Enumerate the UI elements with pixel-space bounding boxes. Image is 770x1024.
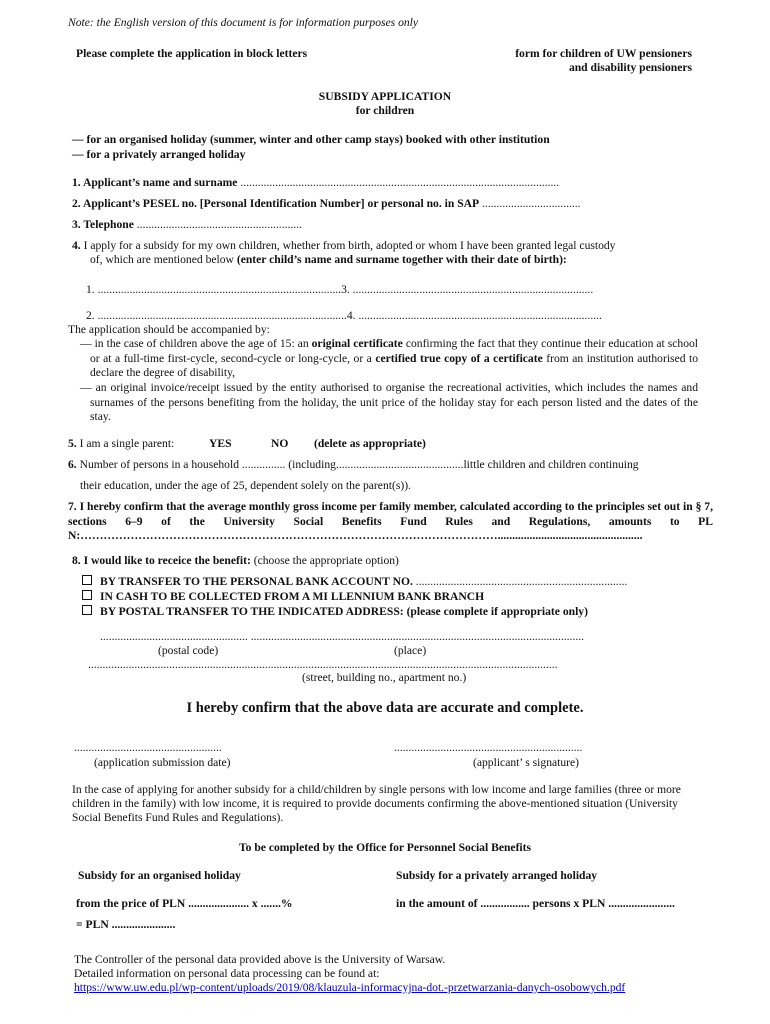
data-processing-info: Detailed information on personal data processing can be found at:	[74, 967, 380, 980]
single-parent-documents-note: In the case of applying for another subsidy for a child/children by single persons with low income and large families (three or more children in the family) with low income, it is required to provide documents confirming the above-mentioned situation (University Social Benefits Fund Rules and Regulations).	[72, 783, 681, 824]
telephone-dots: .........................................................	[136, 218, 302, 231]
income-declaration[interactable]: 7. I hereby confirm that the average monthly gross income per family member, calculated according to the principles set out in § 7, sections 6–9 of the University Social Benefits Fund Rules and Regulations, amounts to PLN:………………………………………………………………………………………………..................................................	[68, 500, 713, 542]
privacy-policy-link[interactable]: https://www.uw.edu.pl/wp-content/uploads/2019/08/klauzula-informacyjna-dot.-przetwarzania-danych-osobowych.pdf	[74, 981, 626, 994]
item-6-number: 6.	[68, 458, 77, 471]
item-5-number: 5.	[68, 437, 77, 450]
data-controller-note: The Controller of the personal data provided above is the University of Warsaw.	[74, 953, 446, 966]
applicant-name-dots: ..............................................................................................................	[240, 176, 560, 189]
telephone-field[interactable]	[72, 218, 302, 231]
children-request	[72, 239, 615, 252]
checkbox-postal[interactable]	[82, 605, 92, 615]
office-private-heading: Subsidy for a privately arranged holiday	[396, 869, 598, 882]
applicant-signature-label: (applicant’ s signature)	[473, 756, 580, 769]
purpose-option-organised: — for an organised holiday (summer, winter and other camp stays) booked with other institution	[72, 133, 550, 146]
applicant-name-field[interactable]	[72, 176, 559, 189]
block-letters-instruction: Please complete the application in block letters	[76, 47, 308, 60]
confirmation-statement: I hereby confirm that the above data are accurate and complete.	[186, 700, 584, 716]
document-subtitle: for children	[355, 104, 415, 117]
item-4-text: I apply for a subsidy for my own children, whether from birth, adopted or whom I have been granted legal custody	[83, 239, 616, 252]
item-4-text-cont: of, which are mentioned below	[90, 253, 234, 266]
item-4-bold: (enter child’s name and surname together with their date of birth):	[236, 253, 567, 266]
children-line-2-4[interactable]: 2. ......................................................................................4. ....................................................................................	[86, 309, 602, 322]
attachment-certificate: — in the case of children above the age of 15: an original certificate confirming the fact that they continue their education at school or at a full-time first-cycle, second-cycle or long-cycle, or a certified true copy of a certificate from an institution authorised to declare the degree of disability,	[80, 337, 699, 379]
attachment-invoice: — an original invoice/receipt issued by the entity authorised to organise the recreational activities, which includes the names and surnames of the persons benefiting from the holiday, the unit price of the holiday stay for each person listed and the dates of the stay.	[80, 381, 698, 423]
household-persons-cont: their education, under the age of 25, dependent solely on the parent(s)).	[80, 479, 411, 492]
address-street-dots[interactable]: ..................................................................................................................................................................	[88, 658, 558, 671]
benefit-method-note: (choose the appropriate option)	[253, 554, 399, 567]
option-cash[interactable]: IN CASH TO BE COLLECTED FROM A MI LLENNIUM BANK BRANCH	[82, 590, 484, 603]
english-note: Note: the English version of this document is for information purposes only	[68, 16, 419, 29]
checkbox-bank-transfer[interactable]	[82, 575, 92, 585]
form-type-line1: form for children of UW pensioners	[515, 47, 692, 60]
office-organised-heading: Subsidy for an organised holiday	[78, 869, 241, 882]
street-label: (street, building no., apartment no.)	[302, 671, 467, 684]
attachments-intro: The application should be accompanied by:	[68, 323, 270, 336]
postal-code-label: (postal code)	[158, 644, 219, 657]
item-4-number: 4.	[72, 239, 81, 252]
benefit-method-heading	[72, 554, 399, 567]
children-request-cont	[90, 253, 567, 266]
single-parent-no[interactable]: NO	[271, 437, 289, 450]
benefit-method-label: 8. I would like to receice the benefit:	[72, 554, 251, 567]
single-parent-question	[68, 437, 174, 450]
office-private-amount[interactable]: in the amount of ................. persons x PLN .......................	[396, 897, 675, 910]
telephone-label: 3. Telephone	[72, 218, 134, 231]
pesel-label: 2. Applicant’s PESEL no. [Personal Identification Number] or personal no. in SAP	[72, 197, 480, 210]
office-organised-total[interactable]: = PLN ......................	[76, 918, 176, 931]
single-parent-yes[interactable]: YES	[209, 437, 232, 450]
single-parent-label: I am a single parent:	[79, 437, 175, 450]
purpose-option-private: — for a privately arranged holiday	[72, 148, 246, 161]
pesel-field[interactable]	[72, 197, 581, 210]
applicant-signature-dots[interactable]: .................................................................	[394, 741, 583, 754]
household-persons-field[interactable]	[68, 458, 639, 471]
place-label: (place)	[394, 644, 427, 657]
submission-date-label: (application submission date)	[94, 756, 231, 769]
office-organised-price[interactable]: from the price of PLN ..................... x .......%	[76, 897, 293, 910]
option-postal[interactable]: BY POSTAL TRANSFER TO THE INDICATED ADDRESS: (please complete if appropriate only)	[82, 605, 588, 618]
submission-date-dots[interactable]: ...................................................	[74, 741, 222, 754]
office-section-title: To be completed by the Office for Personnel Social Benefits	[238, 841, 532, 854]
household-persons-text: Number of persons in a household ............... (including............................................little children and children continuing	[79, 458, 639, 471]
checkbox-cash[interactable]	[82, 590, 92, 600]
children-line-1-3[interactable]: 1. ....................................................................................3. ...................................................................................	[86, 283, 594, 296]
pesel-dots: ..................................	[482, 197, 581, 210]
document-title: SUBSIDY APPLICATION	[318, 90, 452, 103]
address-postal-place-dots[interactable]: ................................................... ...................................................................................................................	[100, 630, 585, 643]
option-bank-transfer[interactable]: BY TRANSFER TO THE PERSONAL BANK ACCOUNT NO. .........................................................................	[82, 575, 627, 588]
single-parent-note: (delete as appropriate)	[314, 437, 426, 450]
form-type-line2: and disability pensioners	[568, 61, 692, 74]
applicant-name-label: 1. Applicant’s name and surname	[72, 176, 238, 189]
